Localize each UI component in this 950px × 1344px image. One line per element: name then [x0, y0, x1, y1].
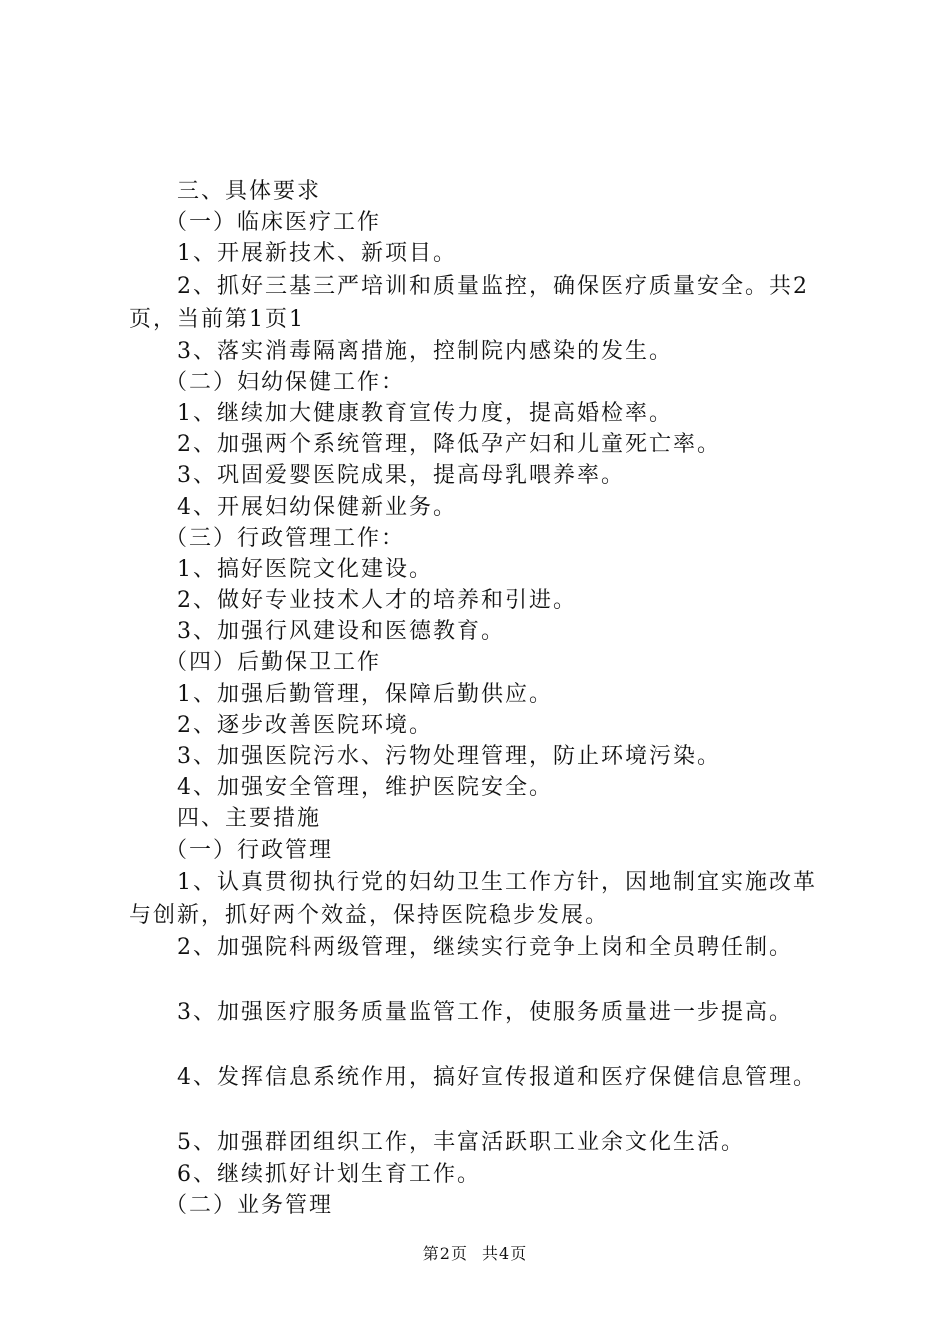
- paragraph-line: 6、继续抓好计划生育工作。: [177, 1161, 481, 1187]
- paragraph-line: 4、加强安全管理，维护医院安全。: [177, 775, 553, 801]
- paragraph-line: 5、加强群团组织工作，丰富活跃职工业余文化生活。: [177, 1130, 745, 1156]
- blank-line: [129, 963, 839, 997]
- page-total: 共4页: [482, 1244, 528, 1263]
- paragraph-line: 3、巩固爱婴医院成果，提高母乳喂养率。: [177, 463, 625, 489]
- paragraph-line: 2、做好专业技术人才的培养和引进。: [177, 588, 577, 614]
- subsection-heading: （一）行政管理: [165, 837, 334, 863]
- blank-line: [129, 1093, 839, 1127]
- paragraph-line: 1、搞好医院文化建设。: [177, 556, 433, 582]
- paragraph-wrapped: 2、抓好三基三严培训和质量监控，确保医疗质量安全。共2页，当前第1页1: [129, 273, 809, 332]
- paragraph-line: 4、开展妇幼保健新业务。: [177, 494, 457, 520]
- paragraph-line: 3、加强医院污水、污物处理管理，防止环境污染。: [177, 744, 721, 769]
- paragraph-line: 2、加强院科两级管理，继续实行竞争上岗和全员聘任制。: [177, 934, 793, 960]
- paragraph-line: 3、落实消毒隔离措施，控制院内感染的发生。: [177, 338, 673, 364]
- section-heading: 三、具体要求: [177, 179, 322, 204]
- paragraph-wrapped: 1、认真贯彻执行党的妇幼卫生工作方针，因地制宜实施改革与创新，抓好两个效益，保持医院稳步发展。: [129, 869, 817, 928]
- page-current: 第2页: [422, 1244, 468, 1263]
- page-footer: [0, 1241, 950, 1264]
- subsection-heading: （三）行政管理工作：: [165, 525, 406, 551]
- section-heading: 四、主要措施: [177, 806, 322, 832]
- document-body: [129, 176, 839, 1221]
- subsection-heading: （二）业务管理: [165, 1192, 334, 1218]
- paragraph-line: 3、加强行风建设和医德教育。: [177, 619, 505, 645]
- subsection-heading: （四）后勤保卫工作: [165, 650, 382, 676]
- paragraph-line: 1、开展新技术、新项目。: [177, 241, 457, 267]
- subsection-heading: （二）妇幼保健工作：: [165, 369, 406, 395]
- paragraph-line: 2、加强两个系统管理，降低孕产妇和儿童死亡率。: [177, 432, 721, 458]
- paragraph-line: 2、逐步改善医院环境。: [177, 712, 433, 738]
- paragraph-line: 1、继续加大健康教育宣传力度，提高婚检率。: [177, 400, 673, 426]
- blank-line: [129, 1028, 839, 1062]
- paragraph-line: 3、加强医疗服务质量监管工作，使服务质量进一步提高。: [177, 999, 793, 1025]
- subsection-heading: （一）临床医疗工作: [165, 210, 382, 236]
- paragraph-line: 4、发挥信息系统作用，搞好宣传报道和医疗保健信息管理。: [177, 1065, 817, 1091]
- paragraph-line: 1、加强后勤管理，保障后勤供应。: [177, 681, 553, 707]
